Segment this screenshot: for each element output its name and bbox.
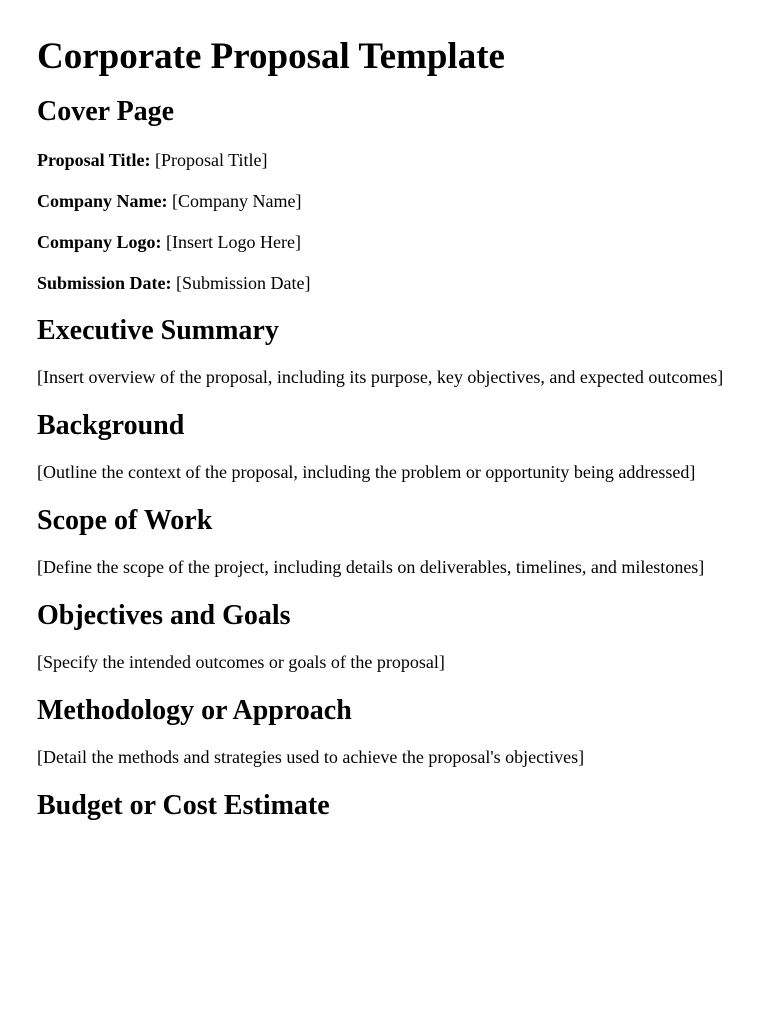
section-heading: Budget or Cost Estimate	[37, 790, 330, 821]
submission-date-field	[37, 272, 740, 294]
proposal-title-field	[37, 149, 740, 171]
field-label: Company Name:	[37, 191, 168, 211]
field-value: [Insert Logo Here]	[166, 232, 301, 252]
field-label: Proposal Title:	[37, 150, 151, 170]
section-body: [Define the scope of the project, including details on deliverables, timelines, and milestones]	[37, 557, 705, 577]
section-heading: Background	[37, 410, 185, 441]
section-heading: Executive Summary	[37, 315, 279, 346]
section-body: [Outline the context of the proposal, including the problem or opportunity being addressed]	[37, 462, 696, 482]
company-logo-field	[37, 231, 740, 253]
section-heading: Objectives and Goals	[37, 600, 291, 631]
cover-page-heading: Cover Page	[37, 96, 175, 127]
field-value: [Submission Date]	[176, 273, 311, 293]
company-name-field	[37, 190, 740, 212]
field-label: Submission Date:	[37, 273, 172, 293]
section-body: [Specify the intended outcomes or goals of the proposal]	[37, 652, 445, 672]
field-label: Company Logo:	[37, 232, 162, 252]
section-body: [Insert overview of the proposal, including its purpose, key objectives, and expected outcomes]	[37, 367, 724, 387]
field-value: [Proposal Title]	[155, 150, 268, 170]
section-budget	[37, 789, 740, 823]
section-background	[37, 409, 740, 483]
section-heading: Scope of Work	[37, 505, 213, 536]
section-heading: Methodology or Approach	[37, 695, 352, 726]
section-scope-of-work	[37, 504, 740, 578]
document-title: Corporate Proposal Template	[37, 36, 505, 77]
section-executive-summary	[37, 314, 740, 388]
section-methodology	[37, 694, 740, 768]
section-objectives-and-goals	[37, 599, 740, 673]
field-value: [Company Name]	[172, 191, 302, 211]
section-body: [Detail the methods and strategies used to achieve the proposal's objectives]	[37, 747, 585, 767]
